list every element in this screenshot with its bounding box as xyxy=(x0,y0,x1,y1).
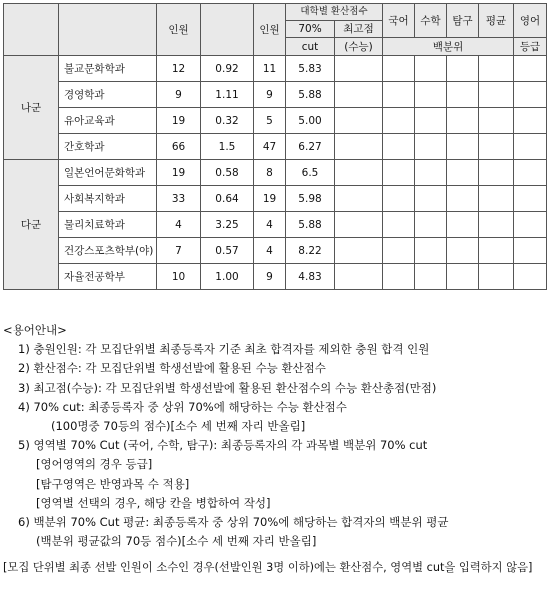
count-cell: 11 xyxy=(254,56,286,82)
empty-cell xyxy=(335,82,383,108)
empty-cell xyxy=(447,82,479,108)
empty-cell xyxy=(447,212,479,238)
header-korean: 국어 xyxy=(383,4,415,38)
empty-cell xyxy=(335,56,383,82)
header-count: 인원 xyxy=(157,4,201,56)
empty-cell xyxy=(415,160,447,186)
table-row xyxy=(4,186,547,212)
header-score-group: 대학별 환산점수 xyxy=(286,4,383,21)
table-row xyxy=(4,160,547,186)
header-min-line2: (수능) xyxy=(335,38,383,56)
header-corner-group xyxy=(4,4,59,56)
notes-footer: [모집 단위별 최종 선발 인원이 소수인 경우(선발인원 3명 이하)에는 환산점수, 영역별 cut을 입력하지 않음] xyxy=(3,561,533,575)
empty-cell xyxy=(514,212,547,238)
ratio-cell: 0.64 xyxy=(201,186,254,212)
empty-cell xyxy=(383,108,415,134)
table-row xyxy=(4,238,547,264)
cut-cell: 5.88 xyxy=(286,212,335,238)
dept-name: 불교문화학과 xyxy=(59,56,157,82)
empty-cell xyxy=(383,212,415,238)
count-cell: 8 xyxy=(254,160,286,186)
empty-cell xyxy=(447,108,479,134)
ratio-cell: 0.58 xyxy=(201,160,254,186)
empty-cell xyxy=(479,264,514,290)
header-ratio xyxy=(201,4,254,56)
note-line: 6) 백분위 70% Cut 평균: 최종등록자 중 상위 70%에 해당하는 합격자의 백분위 평균 xyxy=(18,515,449,530)
ratio-cell: 3.25 xyxy=(201,212,254,238)
header-corner-dept xyxy=(59,4,157,56)
ratio-cell: 0.32 xyxy=(201,108,254,134)
empty-cell xyxy=(415,56,447,82)
header-min-line1: 최고점 xyxy=(335,21,383,38)
count-cell: 10 xyxy=(157,264,201,290)
admission-results-table xyxy=(3,3,547,290)
table-row xyxy=(4,264,547,290)
count-cell: 9 xyxy=(254,264,286,290)
empty-cell xyxy=(479,212,514,238)
empty-cell xyxy=(447,160,479,186)
note-line: 2) 환산점수: 각 모집단위별 학생선발에 활용된 수능 환산점수 xyxy=(18,361,326,376)
note-line: [탐구영역은 반영과목 수 적용] xyxy=(36,476,190,491)
count-cell: 5 xyxy=(254,108,286,134)
header-count-second: 인원 xyxy=(254,4,286,56)
cut-cell: 5.98 xyxy=(286,186,335,212)
empty-cell xyxy=(383,186,415,212)
table-row xyxy=(4,56,547,82)
dept-name: 경영학과 xyxy=(59,82,157,108)
note-line: 3) 최고점(수능): 각 모집단위별 학생선발에 활용된 환산점수의 수능 환산총점(만점) xyxy=(18,380,437,395)
empty-cell xyxy=(479,186,514,212)
empty-cell xyxy=(447,238,479,264)
ratio-cell: 0.92 xyxy=(201,56,254,82)
empty-cell xyxy=(447,134,479,160)
header-english-line2: 등급 xyxy=(514,38,547,56)
header-percentile: 백분위 xyxy=(383,38,514,56)
empty-cell xyxy=(335,264,383,290)
ratio-cell: 1.11 xyxy=(201,82,254,108)
table-row xyxy=(4,82,547,108)
empty-cell xyxy=(479,238,514,264)
header-cut70-line2: cut xyxy=(286,38,335,56)
empty-cell xyxy=(514,108,547,134)
note-line: (백분위 평균값의 70등 점수)[소수 세 번째 자리 반올림] xyxy=(36,534,317,549)
empty-cell xyxy=(479,160,514,186)
count-cell: 19 xyxy=(157,108,201,134)
cut-cell: 5.83 xyxy=(286,56,335,82)
empty-cell xyxy=(447,186,479,212)
empty-cell xyxy=(514,82,547,108)
note-line: (100명중 70등의 점수)[소수 세 번째 자리 반올림] xyxy=(51,419,306,434)
empty-cell xyxy=(415,134,447,160)
table-row xyxy=(4,108,547,134)
empty-cell xyxy=(383,238,415,264)
empty-cell xyxy=(479,56,514,82)
empty-cell xyxy=(335,238,383,264)
empty-cell xyxy=(415,108,447,134)
count-cell: 12 xyxy=(157,56,201,82)
empty-cell xyxy=(335,134,383,160)
dept-name: 일본언어문화학과 xyxy=(59,160,157,186)
empty-cell xyxy=(514,160,547,186)
dept-name: 건강스포츠학부(야) xyxy=(59,238,157,264)
count-cell: 4 xyxy=(254,212,286,238)
empty-cell xyxy=(383,264,415,290)
cut-cell: 8.22 xyxy=(286,238,335,264)
group-label: 나군 xyxy=(4,56,59,160)
count-cell: 9 xyxy=(254,82,286,108)
empty-cell xyxy=(514,264,547,290)
ratio-cell: 0.57 xyxy=(201,238,254,264)
note-line: 1) 충원인원: 각 모집단위별 최종등록자 기준 최초 합격자를 제외한 충원 합격 인원 xyxy=(18,342,430,357)
empty-cell xyxy=(514,134,547,160)
cut-cell: 4.83 xyxy=(286,264,335,290)
header-cut70-line1: 70% xyxy=(286,21,335,38)
empty-cell xyxy=(415,212,447,238)
cut-cell: 5.88 xyxy=(286,82,335,108)
count-cell: 19 xyxy=(157,160,201,186)
dept-name: 사회복지학과 xyxy=(59,186,157,212)
empty-cell xyxy=(514,56,547,82)
cut-cell: 5.00 xyxy=(286,108,335,134)
note-line: 5) 영역별 70% Cut (국어, 수학, 탐구): 최종등록자의 각 과목별 백분위 70% cut xyxy=(18,438,428,453)
note-line: [영역별 선택의 경우, 해당 칸을 병합하여 작성] xyxy=(36,495,271,510)
count-cell: 9 xyxy=(157,82,201,108)
empty-cell xyxy=(383,56,415,82)
empty-cell xyxy=(447,56,479,82)
empty-cell xyxy=(514,186,547,212)
table-row xyxy=(4,212,547,238)
empty-cell xyxy=(335,186,383,212)
dept-name: 유아교육과 xyxy=(59,108,157,134)
empty-cell xyxy=(415,186,447,212)
count-cell: 7 xyxy=(157,238,201,264)
empty-cell xyxy=(335,108,383,134)
empty-cell xyxy=(335,212,383,238)
dept-name: 물리치료학과 xyxy=(59,212,157,238)
empty-cell xyxy=(415,82,447,108)
header-english: 영어 xyxy=(514,4,547,38)
header-average: 평균 xyxy=(479,4,514,38)
count-cell: 33 xyxy=(157,186,201,212)
notes-heading: <용어안내> xyxy=(3,323,67,337)
cut-cell: 6.27 xyxy=(286,134,335,160)
empty-cell xyxy=(415,238,447,264)
cut-cell: 6.5 xyxy=(286,160,335,186)
empty-cell xyxy=(447,264,479,290)
table-row xyxy=(4,134,547,160)
glossary-notes xyxy=(3,321,548,578)
dept-name: 간호학과 xyxy=(59,134,157,160)
dept-name: 자율전공학부 xyxy=(59,264,157,290)
empty-cell xyxy=(514,238,547,264)
empty-cell xyxy=(383,134,415,160)
group-label: 다군 xyxy=(4,160,59,290)
count-cell: 4 xyxy=(157,212,201,238)
empty-cell xyxy=(479,108,514,134)
header-inquiry: 탐구 xyxy=(447,4,479,38)
count-cell: 19 xyxy=(254,186,286,212)
count-cell: 4 xyxy=(254,238,286,264)
empty-cell xyxy=(335,160,383,186)
ratio-cell: 1.5 xyxy=(201,134,254,160)
empty-cell xyxy=(383,82,415,108)
count-cell: 66 xyxy=(157,134,201,160)
empty-cell xyxy=(479,134,514,160)
ratio-cell: 1.00 xyxy=(201,264,254,290)
empty-cell xyxy=(479,82,514,108)
header-math: 수학 xyxy=(415,4,447,38)
count-cell: 47 xyxy=(254,134,286,160)
empty-cell xyxy=(383,160,415,186)
note-line: 4) 70% cut: 최종등록자 중 상위 70%에 해당하는 수능 환산점수 xyxy=(18,399,347,414)
empty-cell xyxy=(415,264,447,290)
note-line: [영어영역의 경우 등급] xyxy=(36,457,153,472)
